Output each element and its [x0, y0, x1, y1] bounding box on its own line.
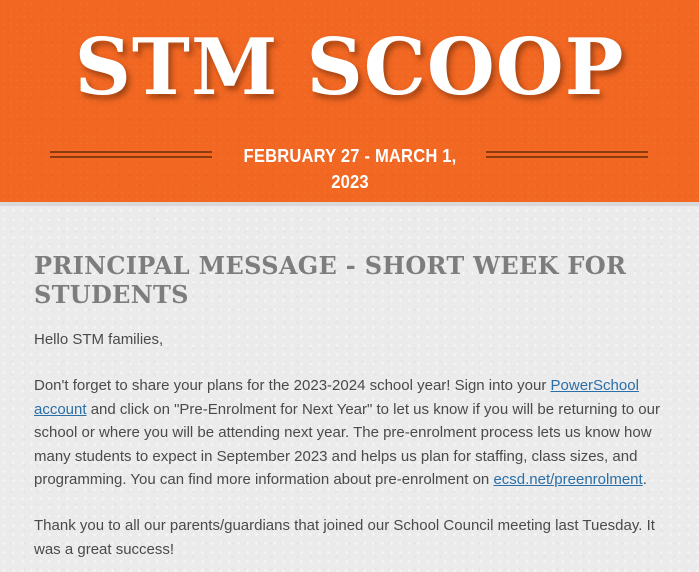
newsletter-title: STM SCOOP — [74, 22, 625, 113]
paragraph-text: . — [642, 471, 647, 488]
article-headline: PRINCIPAL MESSAGE - SHORT WEEK FOR STUDENTS — [34, 251, 627, 309]
date-range: FEBRUARY 27 - MARCH 1, 2023 — [243, 146, 457, 192]
paragraph-text: and click on "Pre-Enrolment for Next Year" to let us know if you will be returning to our school or where you will be attending next year. The pre-enrolment process lets us know how many students to expect in September 2023 and helps us plan for staffing, class sizes, and programming. You can find more information about pre-enrolment on — [34, 400, 660, 488]
pre-enrolment-paragraph — [34, 374, 666, 492]
school-council-paragraph: Thank you to all our parents/guardians that joined our School Council meeting last Tuesday. It was a great success! — [34, 517, 655, 558]
powerschool-account-link[interactable]: PowerSchool account — [34, 377, 639, 418]
header-banner — [0, 0, 699, 202]
left-double-rule — [50, 151, 212, 158]
greeting-text: Hello STM families, — [34, 331, 164, 348]
preenrolment-link[interactable]: ecsd.net/preenrolment — [493, 471, 643, 488]
paragraph-text: Don't forget to share your plans for the 2023-2024 school year! Sign into your — [34, 377, 551, 394]
date-row — [0, 141, 699, 192]
article-section — [0, 206, 699, 572]
right-double-rule — [486, 151, 648, 158]
